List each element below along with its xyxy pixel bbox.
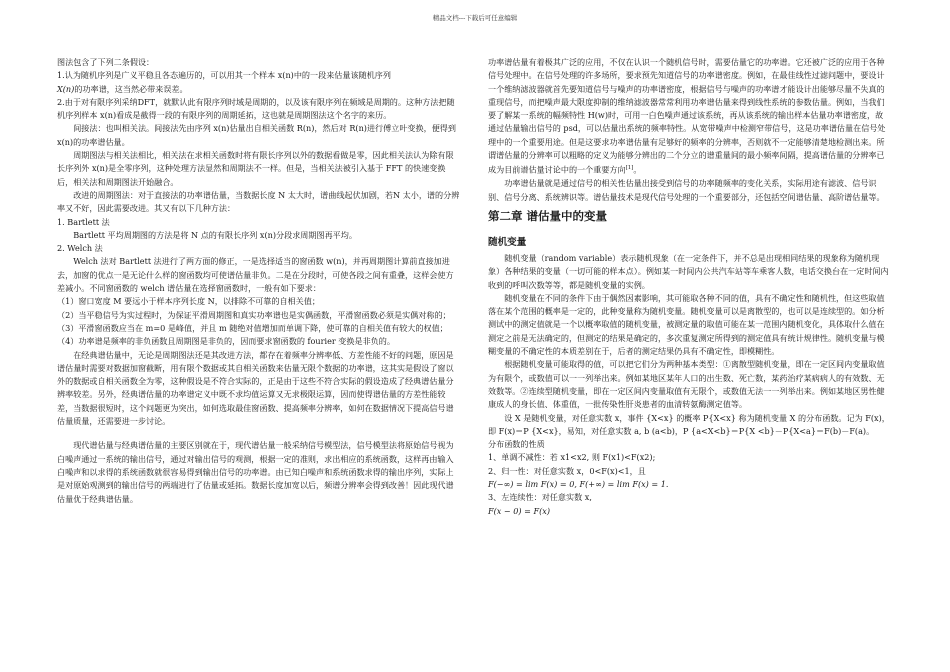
list-heading: 2. Welch 法 (57, 243, 103, 254)
list-item: 1、单调不减性：若 x1<x2, 则 F(x1)<F(x2); (488, 452, 656, 463)
paragraph: 2.由于对有限序列采纳DFT，就默认此有限序列时域是周期的，以及该有限序列在频域是周期的。这种方法把随机序列样本 x(n)看成是截得一段的有限序列的周期延拓，这也就是周期图法这个名字的来历。 (57, 96, 455, 121)
right-column (488, 56, 890, 518)
list-item: （3）平滑窗函数应当在 m=0 是峰值，并且 m 随绝对值增加而单调下降，使可靠的自相关值有较大的权值； (57, 322, 448, 333)
paragraph: 随机变量（random variable）表示随机现象（在一定条件下，并不总是出现相同结果的现象称为随机现象）各种结果的变量（一切可能的样本点）。例如某一时间内公共汽车站等车乘客人数，电话交换台在一定时间内收到的呼叫次数等等，都是随机变量的实例。 (488, 252, 889, 290)
equation: F(−∞) = lim F(x) = 0, F(+∞) = lim F(x) = 1. (488, 479, 669, 489)
paragraph: Welch 法对 Bartlett 法进行了两方面的修正，一是选择适当的窗函数 w(n)，并再周期图计算前直接加进去，加窗的优点一是无论什么样的窗函数均可使谱估量非负。二是在分段时，可使各段之间有重叠，这样会使方差减小。不同窗函数的 welch 谱估量在选择窗函数时，一般有如下要求： (57, 256, 454, 294)
paragraph: 图法包含了下列二条假设： (57, 57, 155, 67)
paragraph: 根据随机变量可能取得的值，可以把它们分为两种基本类型：①离散型随机变量，即在一定区间内变量取值为有限个，或数值可以一一列举出来。例如某地区某年人口的出生数、死亡数，某药治疗某病病人的有效数、无效数等。②连续型随机变量，即在一定区间内变量取值有无限个，或数值无法一一列举出来。例如某地区男性健康成人的身长值、体重值，一批传染性肝炎患者的血清转氨酶测定值等。 (488, 359, 885, 410)
math-symbol: X(n) (57, 83, 75, 94)
list-item: （4）功率谱是频率的非负函数且周期图是非负的，因而要求窗函数的 fourier 变换是非负的。 (57, 336, 395, 347)
paragraph: 分布函数的性质 (488, 439, 545, 450)
paragraph: Bartlett 平均周期图的方法是将 N 点的有限长序列 x(n)分段求周期图再平均。 (73, 229, 357, 240)
paragraph: 功率谱估量就是通过信号的相关性估量出接受到信号的功率随频率的变化关系，实际用途有滤波、信号识别、信号分离、系统辨识等。谱估量技术是现代信号处理的一个重要部分，还包括空间谱估量、高阶谱估量等。 (488, 178, 885, 202)
paragraph: 功率谱估量有着极其广泛的应用，不仅在认识一个随机信号时，需要估量它的功率谱。它还被广泛的应用于各种信号处理中。在信号处理的许多场所，要求预先知道信号的功率谱密度。例如，在最佳线性过滤问题中，要设计一个维纳滤波器就首先要知道信号与噪声的功率谱密度，根据信号与噪声的功率谱才能设计出能够尽量不失真的重现信号，而把噪声最大限度抑制的维纳滤波器常常利用功率谱估量来得到线性系统的参数估量。例如，当我们要了解某一系统的幅频特性 H(w)时，可用一白色噪声通过该系统，再从该系统的输出样本估量功率谱密度，故通过估量输出信号的 psd，可以估量出系统的频率特性。从宽带噪声中检测窄带信号，这是功率谱估量在信号处理中的一个重要用途。但是这要求功率谱估量有足够好的频率的分辨率，否则就不一定能够清楚地检测出来。所谓谱估量的分辨率可以粗略的定义为能够分辨出的二个分立的谱重量间的最小频率间隔，提高谱估量的分辨率已成为目前谱估量讨论中的一个重要方向[1]。 (488, 57, 886, 176)
paragraph: 1.认为随机序列是广义平稳且各态遍历的，可以用其一个样本 x(n)中的一段来估量该随机序列 X(n)的功率谱，这当然必带来误差。 (57, 70, 391, 94)
paragraph: 改进的周期图法：对于直接法的功率谱估量，当数据长度 N 太大时，谱曲线起伏加剧，若N 太小，谱的分辨率又不好，因此需要改进。其又有以下几种方法： (57, 189, 460, 214)
paragraph: 设 X 是随机变量，对任意实数 x，事件 {X<x} 的概率 P{X<x} 称为随机变量 X 的分布函数。记为 F(x)，即 F(x)＝P {X<x}，易知，对任意实数 a, b (a<b)，P {a<X<b}＝P{X <b}－P{X<a}＝F(b)－F(a)。 (488, 412, 890, 436)
page-header: 精品文档---下载后可任意编辑 (432, 14, 518, 22)
citation: [1] (625, 165, 634, 172)
list-item: 3、左连续性：对任意实数 x, (488, 492, 592, 503)
chapter-title: 第二章 谱估量中的变量 (488, 208, 608, 223)
paragraph: 间接法：也叫相关法。间接法先由序列 x(n)估量出自相关函数 R(n)，然后对 R(n)进行傅立叶变换，便得到 x(n)的功率谱估量。 (57, 123, 456, 147)
list-item: 2、归一性：对任意实数 x，0<F(x)<1，且 (488, 465, 646, 476)
left-column (57, 56, 460, 506)
spacer (57, 428, 460, 439)
section-title: 随机变量 (488, 236, 527, 248)
paragraph: 随机变量在不同的条件下由于偶然因素影响，其可能取各种不同的值，具有不确定性和随机性，但这些取值落在某个范围的概率是一定的，此种变量称为随机变量。随机变量可以是离散型的，也可以是连续型的。如分析测试中的测定值就是一个以概率取值的随机变量，被测定量的取值可能在某一范围内随机变化，具体取什么值在测定之前是无法确定的，但测定的结果是确定的，多次重复测定所得到的测定值具有统计规律性。随机变量与模糊变量的不确定性的本质差别在于，后者的测定结果仍具有不确定性，即模糊性。 (488, 292, 885, 357)
paragraph: 现代谱估量与经典谱估量的主要区别就在于，现代谱估量一般采纳信号模型法，信号模型法将原始信号视为白噪声通过一系统的输出信号，通过对输出信号的观测，根据一定的准则，求出相应的系统函数，这样再由输入白噪声和以求得的系统函数就很容易得到输出信号的功率谱。由已知白噪声和系统函数求得的输出序列，实际上是对原始观测到的输出信号的两端进行了估量或延拓。数据长度加宽以后，频谱分辨率会得到改善！因此现代谱估量优于经典谱估量。 (57, 440, 454, 504)
paragraph: 周期图法与相关法相比，相关法在求相关函数时将有限长序列以外的数据看做是零，因此相关法认为除有限长序列外 x(n)是全零序列，这种处理方法显然和周期法不一样。但是，当相关法被引入基于 FFT 的快速变换后，相关法和周期图法开始融合。 (57, 150, 454, 187)
list-item: （1）窗口宽度 M 要远小于样本序列长度 N，以排除不可靠的自相关值； (57, 296, 320, 307)
list-item: （2）当平稳信号为实过程时，为保证平滑周期图和真实功率谱也是实偶函数，平滑窗函数必须是实偶对称的； (57, 309, 451, 320)
paragraph: 在经典谱估量中，无论是周期图法还是其改进方法，都存在着频率分辨率低、方差性能不好的问题，原因是谱估量时需要对数据加窗截断，用有限个数据或其自相关函数来估量无限个数据的功率谱，这其实是假设了窗以外的数据或自相关函数全为零，这种假设是不符合实际的，正是由于这些不符合实际的假设造成了经典谱估量分辨率较差。另外，经典谱估量的功率谱定义中既不求均值运算又无求极限运算，因而使得谱估量的方差性能较差，当数据很短时，这个问题更为突出，如何选取最佳窗函数、提高频率分辨率，如何在数据情况下提高信号谱估量质量，还需要进一步讨论。 (57, 349, 454, 427)
list-heading: 1. Bartlett 法 (57, 216, 110, 227)
equation: F(x − 0) = F(x) (488, 505, 550, 516)
